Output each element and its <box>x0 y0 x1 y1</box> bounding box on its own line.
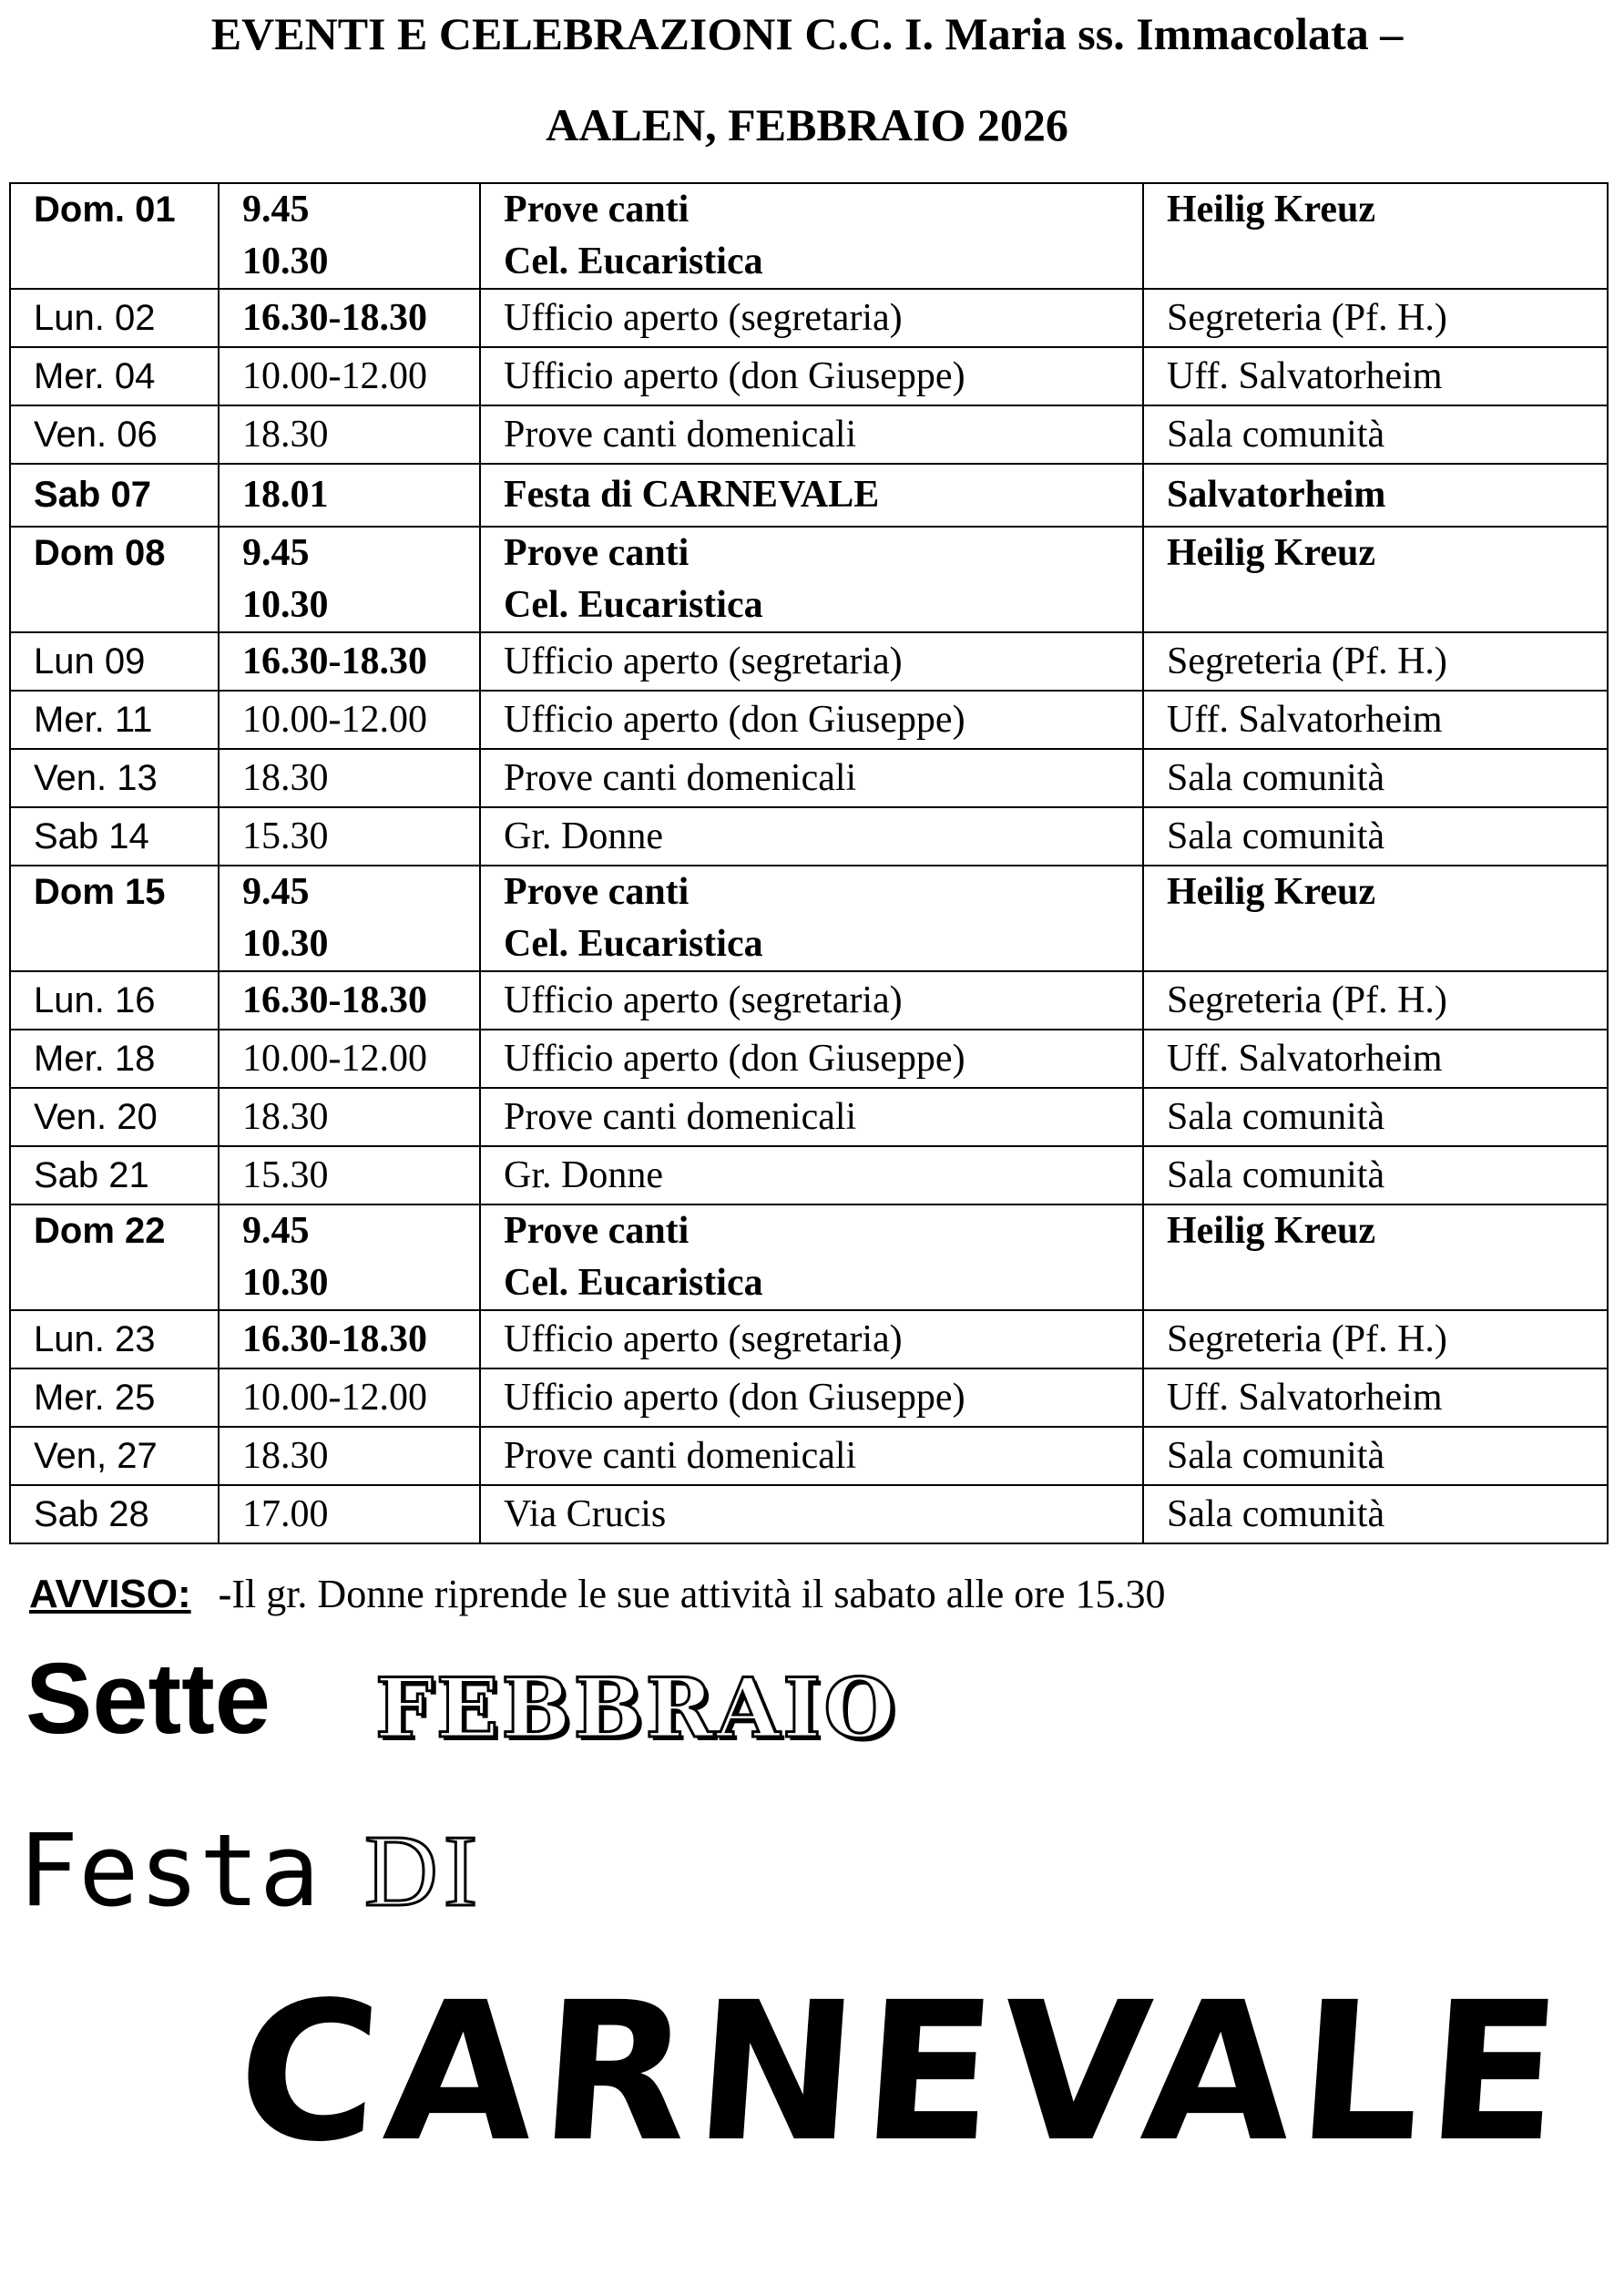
cell-day: Dom 22 <box>10 1204 219 1310</box>
cell-time: 16.30-18.30 <box>219 971 480 1030</box>
cell-place: Sala comunità <box>1143 1088 1608 1146</box>
cell-time: 18.30 <box>219 405 480 464</box>
notice-text: Il gr. Donne riprende le sue attività il sabato alle ore 15.30 <box>231 1572 1166 1616</box>
cell-time: 18.30 <box>219 749 480 807</box>
cell-time <box>219 1204 480 1310</box>
cell-event-line: Cel. Eucaristica <box>504 1262 763 1304</box>
cell-day: Ven. 06 <box>10 405 219 464</box>
cell-day: Dom. 01 <box>10 183 219 289</box>
notice <box>29 1571 1165 1618</box>
cell-time-line: 9.45 <box>242 871 310 913</box>
table-row <box>10 1088 1608 1146</box>
cell-event: Ufficio aperto (segretaria) <box>480 971 1143 1030</box>
table-row <box>10 405 1608 464</box>
page-title: EVENTI E CELEBRAZIONI C.C. I. Maria ss. Immacolata – <box>210 8 1404 59</box>
cell-time-line: 10.30 <box>242 1262 329 1304</box>
cell-place: Uff. Salvatorheim <box>1143 1030 1608 1088</box>
cell-time <box>219 866 480 971</box>
cell-day: Dom 08 <box>10 527 219 632</box>
cell-time: 17.00 <box>219 1485 480 1543</box>
cell-event <box>480 527 1143 632</box>
table-row <box>10 971 1608 1030</box>
cell-place: Segreteria (Pf. H.) <box>1143 971 1608 1030</box>
cell-event-line: Cel. Eucaristica <box>504 241 763 282</box>
table-row <box>10 807 1608 866</box>
table-row <box>10 1146 1608 1204</box>
cell-place: Uff. Salvatorheim <box>1143 1368 1608 1427</box>
cell-day: Lun. 16 <box>10 971 219 1030</box>
cell-time: 10.00-12.00 <box>219 1368 480 1427</box>
cell-time-line: 9.45 <box>242 1210 310 1252</box>
cell-place: Sala comunità <box>1143 1427 1608 1485</box>
cell-time: 10.00-12.00 <box>219 1030 480 1088</box>
cell-day: Ven, 27 <box>10 1427 219 1485</box>
cell-day: Ven. 20 <box>10 1088 219 1146</box>
table-row <box>10 866 1608 971</box>
cell-event-line: Cel. Eucaristica <box>504 584 763 626</box>
promo-festa: Festa <box>18 1812 321 1929</box>
table-row <box>10 347 1608 405</box>
cell-event: Festa di CARNEVALE <box>480 464 1143 527</box>
table-row <box>10 691 1608 749</box>
cell-time-line: 10.30 <box>242 241 329 282</box>
cell-time-line: 9.45 <box>242 532 310 574</box>
cell-event: Via Crucis <box>480 1485 1143 1543</box>
table-row <box>10 1368 1608 1427</box>
cell-day: Dom 15 <box>10 866 219 971</box>
table-row <box>10 527 1608 632</box>
cell-time: 18.30 <box>219 1427 480 1485</box>
cell-event: Ufficio aperto (segretaria) <box>480 289 1143 347</box>
cell-day: Sab 14 <box>10 807 219 866</box>
cell-place: Uff. Salvatorheim <box>1143 691 1608 749</box>
cell-day: Lun. 02 <box>10 289 219 347</box>
table-row <box>10 1427 1608 1485</box>
cell-event-line: Prove canti <box>504 1210 690 1252</box>
cell-event: Gr. Donne <box>480 1146 1143 1204</box>
cell-place: Sala comunità <box>1143 749 1608 807</box>
promo-date-day: Sette <box>26 1643 271 1755</box>
cell-event: Ufficio aperto (don Giuseppe) <box>480 1030 1143 1088</box>
cell-event: Ufficio aperto (don Giuseppe) <box>480 1368 1143 1427</box>
cell-event: Ufficio aperto (don Giuseppe) <box>480 691 1143 749</box>
cell-event <box>480 183 1143 289</box>
cell-event: Ufficio aperto (don Giuseppe) <box>480 347 1143 405</box>
cell-time: 16.30-18.30 <box>219 632 480 691</box>
cell-time-line: 10.30 <box>242 584 329 626</box>
cell-place: Uff. Salvatorheim <box>1143 347 1608 405</box>
table-row <box>10 464 1608 527</box>
cell-day: Sab 07 <box>10 464 219 527</box>
cell-time: 16.30-18.30 <box>219 1310 480 1368</box>
cell-place: Segreteria (Pf. H.) <box>1143 632 1608 691</box>
cell-place: Segreteria (Pf. H.) <box>1143 1310 1608 1368</box>
cell-place: Heilig Kreuz <box>1143 1204 1608 1310</box>
cell-place: Sala comunità <box>1143 807 1608 866</box>
cell-day: Sab 28 <box>10 1485 219 1543</box>
page-subtitle: AALEN, FEBBRAIO 2026 <box>546 99 1068 150</box>
table-row <box>10 1485 1608 1543</box>
promo-date-month: FEBBRAIO <box>375 1660 898 1757</box>
promo-carnevale: CARNEVALE <box>230 1961 1575 2184</box>
cell-event: Ufficio aperto (segretaria) <box>480 632 1143 691</box>
cell-day: Lun 09 <box>10 632 219 691</box>
cell-time-line: 9.45 <box>242 189 310 231</box>
cell-event-line: Prove canti <box>504 871 690 913</box>
table-row <box>10 289 1608 347</box>
cell-event: Ufficio aperto (segretaria) <box>480 1310 1143 1368</box>
cell-place: Sala comunità <box>1143 405 1608 464</box>
cell-event-line: Prove canti <box>504 189 690 231</box>
cell-time: 16.30-18.30 <box>219 289 480 347</box>
cell-event: Prove canti domenicali <box>480 405 1143 464</box>
cell-time-line: 10.30 <box>242 923 329 965</box>
cell-place: Sala comunità <box>1143 1485 1608 1543</box>
cell-event: Gr. Donne <box>480 807 1143 866</box>
table-row <box>10 749 1608 807</box>
cell-time: 15.30 <box>219 807 480 866</box>
cell-event-line: Prove canti <box>504 532 690 574</box>
cell-time: 18.30 <box>219 1088 480 1146</box>
notice-dash: - <box>218 1572 232 1616</box>
cell-place: Heilig Kreuz <box>1143 866 1608 971</box>
cell-day: Mer. 04 <box>10 347 219 405</box>
cell-place: Heilig Kreuz <box>1143 527 1608 632</box>
cell-place: Salvatorheim <box>1143 464 1608 527</box>
cell-day: Ven. 13 <box>10 749 219 807</box>
cell-event: Prove canti domenicali <box>480 749 1143 807</box>
table-row <box>10 632 1608 691</box>
cell-time <box>219 183 480 289</box>
table-row <box>10 183 1608 289</box>
cell-time: 18.01 <box>219 464 480 527</box>
table-row <box>10 1030 1608 1088</box>
cell-place: Segreteria (Pf. H.) <box>1143 289 1608 347</box>
cell-time: 10.00-12.00 <box>219 691 480 749</box>
promo-di: DI <box>364 1815 484 1928</box>
notice-label: AVVISO: <box>29 1572 191 1616</box>
cell-time: 10.00-12.00 <box>219 347 480 405</box>
cell-day: Lun. 23 <box>10 1310 219 1368</box>
table-row <box>10 1310 1608 1368</box>
cell-time <box>219 527 480 632</box>
cell-day: Sab 21 <box>10 1146 219 1204</box>
cell-day: Mer. 18 <box>10 1030 219 1088</box>
cell-day: Mer. 25 <box>10 1368 219 1427</box>
cell-event <box>480 1204 1143 1310</box>
cell-event: Prove canti domenicali <box>480 1088 1143 1146</box>
cell-place: Sala comunità <box>1143 1146 1608 1204</box>
cell-place: Heilig Kreuz <box>1143 183 1608 289</box>
schedule-table <box>9 182 1609 1544</box>
table-row <box>10 1204 1608 1310</box>
cell-day: Mer. 11 <box>10 691 219 749</box>
cell-event <box>480 866 1143 971</box>
cell-time: 15.30 <box>219 1146 480 1204</box>
cell-event-line: Cel. Eucaristica <box>504 923 763 965</box>
cell-event: Prove canti domenicali <box>480 1427 1143 1485</box>
